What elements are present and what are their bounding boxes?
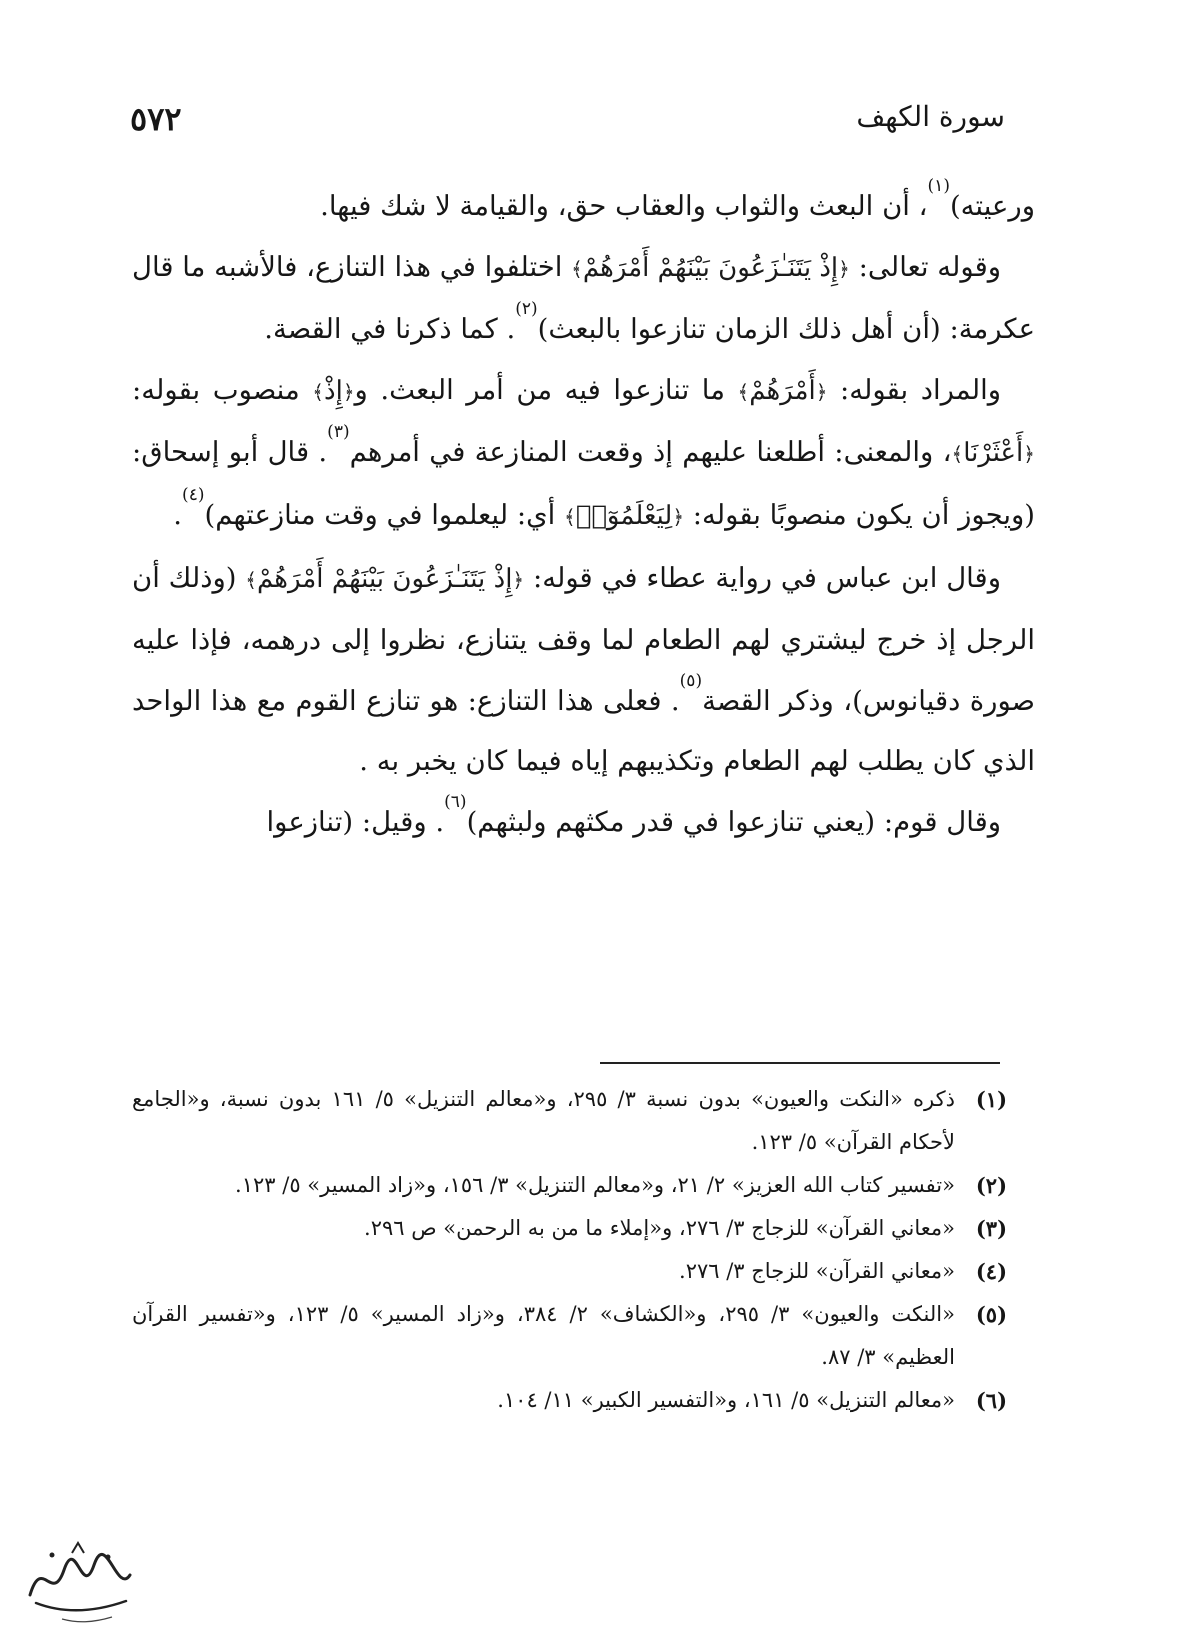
ornament-close: ﴾	[951, 442, 964, 467]
ornament-open: ﴿	[815, 379, 828, 404]
publisher-logo-icon	[22, 1535, 137, 1630]
ornament-open: ﴿	[512, 567, 525, 592]
paragraph-2: وقوله تعالى: ﴿إِذْ يَتَنَـٰزَعُونَ بَيْنَهُمْ أَمْرَهُمْ﴾ اختلفوا في هذا التنازع، فالأشبه ما قال عكرمة: (أن أهل ذلك الزمان تنازعوا بالبعث)$^{(٢)}$. كما ذكرنا في القصة.	[132, 250, 1035, 346]
footnote	[132, 1250, 1007, 1293]
footnote-ref-4[interactable]: (٤)	[182, 484, 205, 505]
quran-verse: أَمْرَهُمْ	[749, 375, 816, 406]
quran-verse: أَعْثَرْنَا	[963, 438, 1024, 469]
surah-title: سورة الكهف	[856, 100, 1005, 133]
footnote	[132, 1293, 1007, 1379]
footnote	[132, 1078, 1007, 1164]
footnote-ref-3[interactable]: (٣)	[327, 422, 350, 443]
footnote-number: (٤)	[975, 1259, 1007, 1284]
ornament-close: ﴾	[571, 256, 583, 281]
footnote-ref-1[interactable]: (١)	[927, 176, 950, 196]
footnote-text: ذكره «النكت والعيون» بدون نسبة ٣/ ٢٩٥، و«معالم التنزيل» ٥/ ١٦١ بدون نسبة، و«الجامع لأحكام القرآن» ٥/ ١٢٣.	[132, 1087, 955, 1154]
main-text	[132, 176, 1035, 853]
page-header	[130, 100, 1005, 145]
quran-verse: إِذْ يَتَنَـٰزَعُونَ بَيْنَهُمْ أَمْرَهُمْ	[256, 563, 513, 594]
footnote-ref-6[interactable]: (٦)	[444, 791, 467, 812]
ornament-open: ﴿	[838, 256, 850, 281]
footnote-number: (٢)	[975, 1173, 1007, 1198]
footnote-ref-2[interactable]: (٢)	[515, 299, 538, 320]
ornament-open: ﴿	[672, 504, 685, 529]
quran-verse: لِيَعْلَمُوٓا۟	[575, 500, 673, 531]
footnote-text: «معالم التنزيل» ٥/ ١٦١، و«التفسير الكبير» ١١/ ١٠٤.	[497, 1388, 955, 1412]
paragraph-1: ورعيته)$^{(١)}$، أن البعث والثواب والعقاب حق، والقيامة لا شك فيها.	[320, 176, 1035, 222]
quran-verse: إِذْ يَتَنَـٰزَعُونَ بَيْنَهُمْ أَمْرَهُمْ	[582, 252, 839, 283]
paragraph-4: وقال ابن عباس في رواية عطاء في قوله: ﴿إِذْ يَتَنَـٰزَعُونَ بَيْنَهُمْ أَمْرَهُمْ﴾ (وذلك أن الرجل إذ خرج ليشتري لهم الطعام لما وقف يتنازع، نظروا إلى درهمه، فإذا عليه صورة دقيانوس)، وذكر القصة$^{(٥)}$. فعلى هذا التنازع: هو تنازع القوم مع هذا الواحد الذي كان يطلب لهم الطعام وتكذيبهم إياه فيما كان يخبر به .	[132, 561, 1036, 778]
footnote-ref-5[interactable]: (٥)	[679, 670, 703, 691]
footnote	[132, 1164, 1007, 1207]
ornament-close: ﴾	[245, 567, 257, 592]
quran-verse: إِذْ	[324, 375, 343, 406]
footnote-text: «النكت والعيون» ٣/ ٢٩٥، و«الكشاف» ٢/ ٣٨٤، و«زاد المسير» ٥/ ١٢٣، و«تفسير القرآن العظيم» ٣/ ٨٧.	[132, 1302, 955, 1369]
footnote-number: (٣)	[975, 1216, 1007, 1241]
footnote	[132, 1379, 1007, 1422]
footnote-number: (٥)	[975, 1302, 1007, 1327]
footnotes	[132, 1078, 1007, 1422]
footnote-number: (٦)	[975, 1388, 1007, 1413]
footnote	[132, 1207, 1007, 1250]
ornament-open: ﴿	[1023, 442, 1035, 467]
footnote-text: «تفسير كتاب الله العزيز» ٢/ ٢١، و«معالم التنزيل» ٣/ ١٥٦، و«زاد المسير» ٥/ ١٢٣.	[235, 1173, 955, 1197]
ornament-close: ﴾	[312, 379, 324, 404]
ornament-open: ﴿	[342, 379, 355, 404]
footnote-text: «معاني القرآن» للزجاج ٣/ ٢٧٦.	[679, 1259, 955, 1283]
paragraph-3: والمراد بقوله: ﴿أَمْرَهُمْ﴾ ما تنازعوا فيه من أمر البعث. و﴿إِذْ﴾ منصوب بقوله: ﴿أَعْثَرْنَا﴾، والمعنى: أطلعنا عليهم إذ وقعت المنازعة في أمرهم$^{(٣)}$. قال أبو إسحاق: (ويجوز أن يكون منصوبًا بقوله: ﴿لِيَعْلَمُوٓا۟﴾ أي: ليعلموا في وقت منازعتهم)$^{(٤)}$.	[132, 373, 1035, 531]
footnote-separator	[600, 1062, 1000, 1064]
paragraph-5: وقال قوم: (يعني تنازعوا في قدر مكثهم ولبثهم)$^{(٦)}$. وقيل: (تنازعوا	[266, 791, 1001, 838]
ornament-close: ﴾	[564, 504, 576, 529]
ornament-close: ﴾	[737, 379, 750, 404]
footnote-number: (١)	[975, 1087, 1007, 1112]
page-number: ٥٧٢	[130, 100, 182, 138]
footnote-text: «معاني القرآن» للزجاج ٣/ ٢٧٦، و«إملاء ما من به الرحمن» ص ٢٩٦.	[364, 1216, 955, 1240]
